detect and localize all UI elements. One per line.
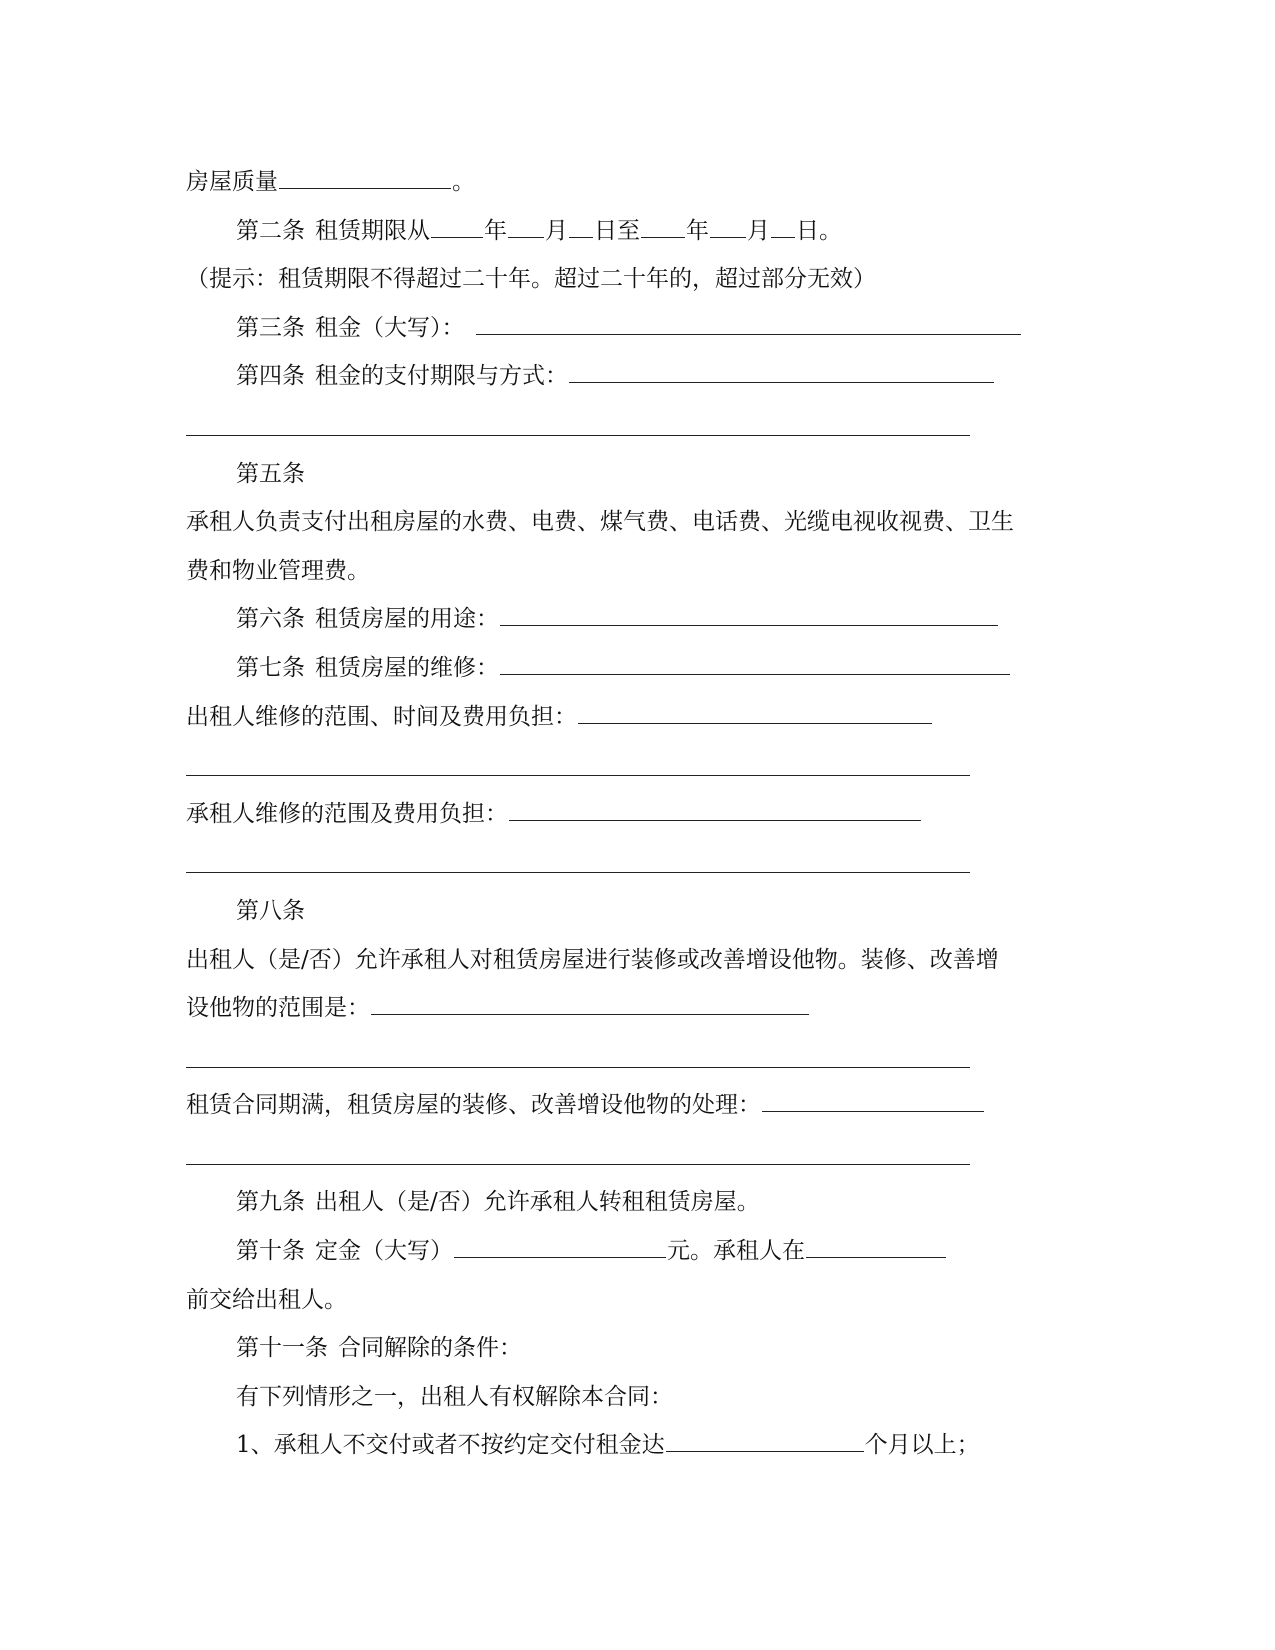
hint-line: [186, 255, 1086, 304]
article-9-line: [186, 1178, 1086, 1227]
article-7-line: [186, 644, 1086, 693]
end-year-blank[interactable]: [641, 215, 685, 238]
termination-item-1-text: 1、承租人不交付或者不按约定交付租金达: [236, 1432, 665, 1459]
day-label: 日。: [796, 217, 842, 244]
utilities-text: 承租人负责支付出租房屋的水费、电费、煤气费、电话费、光缆电视收视费、卫生: [186, 509, 1014, 536]
article-9-text: 出租人（是/否）允许承租人转租租赁房屋。: [315, 1189, 760, 1216]
day-to-label: 日至: [594, 217, 640, 244]
year-label: 年: [686, 217, 709, 244]
decoration-expiry-continuation[interactable]: [186, 1130, 1086, 1179]
house-quality-blank[interactable]: [279, 166, 451, 189]
article-8-label: 第八条: [236, 897, 305, 924]
decoration-expiry-blank[interactable]: [762, 1089, 984, 1112]
lessor-repair-line: [186, 693, 1086, 742]
start-month-blank[interactable]: [508, 215, 544, 238]
article-3-label: 第三条: [236, 314, 305, 341]
article-10-line: [186, 1227, 1086, 1276]
deposit-middle-text: 元。承租人在: [667, 1238, 805, 1265]
termination-item-1: [186, 1421, 1086, 1470]
article-8-line: [186, 887, 1086, 936]
article-6-text: 租赁房屋的用途：: [315, 606, 499, 633]
termination-item-1-suffix: 个月以上；: [864, 1432, 980, 1459]
article-9-label: 第九条: [236, 1189, 305, 1216]
article-6-line: [186, 595, 1086, 644]
article-4-line: [186, 352, 1086, 401]
decoration-scope-text: 设他物的范围是：: [186, 995, 370, 1022]
lessee-repair-continuation[interactable]: [186, 838, 1086, 887]
decoration-scope-continuation[interactable]: [186, 1033, 1086, 1082]
months-blank[interactable]: [666, 1429, 864, 1452]
hint-text: （提示：租赁期限不得超过二十年。超过二十年的，超过部分无效）: [186, 266, 876, 293]
article-10-text: 定金（大写）: [315, 1238, 453, 1265]
lessor-repair-blank[interactable]: [578, 701, 932, 724]
house-quality-line: [186, 158, 1086, 207]
contract-body: [186, 158, 1086, 1470]
decoration-expiry-line: [186, 1081, 1086, 1130]
rent-amount-blank[interactable]: [476, 312, 1021, 335]
utilities-text-cont: 费和物业管理费。: [186, 557, 370, 584]
start-day-blank[interactable]: [569, 215, 593, 238]
blank-rule: [186, 872, 970, 873]
article-2-line: [186, 207, 1086, 256]
article-2-label: 第二条: [236, 217, 305, 244]
article-7-label: 第七条: [236, 654, 305, 681]
blank-rule: [186, 1164, 970, 1165]
article-5-label: 第五条: [236, 460, 305, 487]
month-label: 月: [747, 217, 770, 244]
decoration-expiry-text: 租赁合同期满，租赁房屋的装修、改善增设他物的处理：: [186, 1092, 761, 1119]
lessor-repair-text: 出租人维修的范围、时间及费用负担：: [186, 703, 577, 730]
start-year-blank[interactable]: [431, 215, 483, 238]
article-4-text: 租金的支付期限与方式：: [315, 363, 568, 390]
article-11-line: [186, 1324, 1086, 1373]
article-4-label: 第四条: [236, 363, 305, 390]
article-10-label: 第十条: [236, 1238, 305, 1265]
blank-rule: [186, 435, 970, 436]
usage-blank[interactable]: [500, 603, 998, 626]
year-label: 年: [484, 217, 507, 244]
article-5-line: [186, 450, 1086, 499]
article-10-cont: [186, 1276, 1086, 1325]
end-day-blank[interactable]: [771, 215, 795, 238]
article-3-line: [186, 304, 1086, 353]
article-7-text: 租赁房屋的维修：: [315, 654, 499, 681]
end-month-blank[interactable]: [710, 215, 746, 238]
decoration-scope-blank[interactable]: [371, 992, 809, 1015]
deposit-cont-text: 前交给出租人。: [186, 1286, 347, 1313]
blank-rule: [186, 775, 970, 776]
article-5-text-2: [186, 547, 1086, 596]
lessee-repair-blank[interactable]: [509, 798, 921, 821]
article-6-label: 第六条: [236, 606, 305, 633]
article-8-text-1: [186, 936, 1086, 985]
payment-method-blank[interactable]: [569, 360, 994, 383]
month-label: 月: [545, 217, 568, 244]
article-11-label: 第十一条: [236, 1335, 328, 1362]
repair-blank[interactable]: [500, 652, 1010, 675]
article-11-text: 合同解除的条件：: [338, 1335, 522, 1362]
lessor-repair-continuation[interactable]: [186, 741, 1086, 790]
lessee-repair-text: 承租人维修的范围及费用负担：: [186, 800, 508, 827]
lessee-repair-line: [186, 790, 1086, 839]
article-2-text: 租赁期限从: [315, 217, 430, 244]
deposit-date-blank[interactable]: [806, 1235, 946, 1258]
article-3-text: 租金（大写）：: [315, 314, 465, 341]
article-8-text-2: [186, 984, 1086, 1033]
house-quality-label: 房屋质量: [186, 169, 278, 195]
decoration-text: 出租人（是/否）允许承租人对租赁房屋进行装修或改善增设他物。装修、改善增: [186, 946, 999, 973]
termination-intro-line: [186, 1373, 1086, 1422]
deposit-amount-blank[interactable]: [454, 1235, 666, 1258]
blank-rule: [186, 1067, 970, 1068]
period-mark: 。: [452, 169, 475, 195]
termination-intro-text: 有下列情形之一，出租人有权解除本合同：: [236, 1383, 673, 1410]
article-5-text-1: [186, 498, 1086, 547]
payment-method-continuation[interactable]: [186, 401, 1086, 450]
